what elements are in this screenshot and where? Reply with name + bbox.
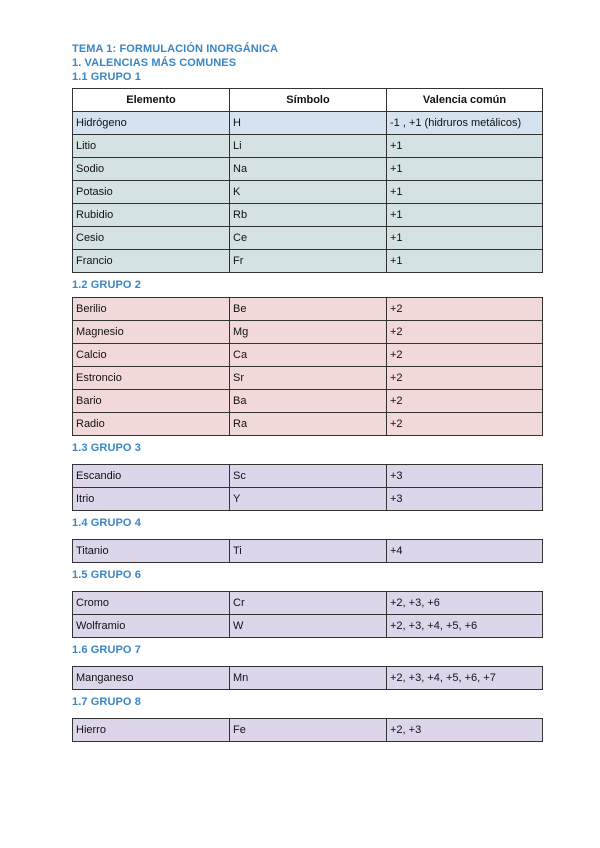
element-cell: Itrio: [73, 488, 230, 511]
document-page: [72, 42, 542, 742]
valence-cell: +2: [387, 390, 543, 413]
section-title: 1. VALENCIAS MÁS COMUNES: [72, 57, 237, 69]
element-cell: Calcio: [73, 344, 230, 367]
element-cell: Cromo: [73, 592, 230, 615]
group-8-table: [72, 718, 543, 742]
valence-cell: -1 , +1 (hidruros metálicos): [387, 112, 543, 135]
group-heading: 1.5 GRUPO 6: [72, 569, 141, 581]
table-row: [73, 344, 543, 367]
symbol-cell: Ce: [230, 227, 387, 250]
symbol-cell: Ba: [230, 390, 387, 413]
table-row: [73, 390, 543, 413]
header-valencia: Valencia común: [387, 89, 543, 112]
table-row: [73, 413, 543, 436]
group-heading: 1.1 GRUPO 1: [72, 71, 141, 83]
symbol-cell: H: [230, 112, 387, 135]
table-row: [73, 321, 543, 344]
element-cell: Escandio: [73, 465, 230, 488]
element-cell: Magnesio: [73, 321, 230, 344]
header-simbolo: Símbolo: [230, 89, 387, 112]
valence-cell: +1: [387, 158, 543, 181]
element-cell: Estroncio: [73, 367, 230, 390]
group-heading: 1.7 GRUPO 8: [72, 696, 141, 708]
valence-cell: +1: [387, 135, 543, 158]
element-cell: Titanio: [73, 540, 230, 563]
table-row: [73, 204, 543, 227]
valence-cell: +2, +3, +4, +5, +6, +7: [387, 667, 543, 690]
symbol-cell: Fr: [230, 250, 387, 273]
symbol-cell: Fe: [230, 719, 387, 742]
valence-cell: +1: [387, 181, 543, 204]
table-row: [73, 227, 543, 250]
valence-cell: +2: [387, 344, 543, 367]
element-cell: Radio: [73, 413, 230, 436]
symbol-cell: Mg: [230, 321, 387, 344]
table-row: [73, 367, 543, 390]
group-heading: 1.3 GRUPO 3: [72, 442, 141, 454]
table-row: [73, 135, 543, 158]
element-cell: Rubidio: [73, 204, 230, 227]
valence-cell: +1: [387, 250, 543, 273]
symbol-cell: Cr: [230, 592, 387, 615]
valence-cell: +2: [387, 298, 543, 321]
valence-cell: +2: [387, 321, 543, 344]
group-6-table: [72, 591, 543, 638]
valence-cell: +2, +3: [387, 719, 543, 742]
symbol-cell: Sc: [230, 465, 387, 488]
table-row: [73, 592, 543, 615]
table-row: [73, 488, 543, 511]
valence-cell: +2: [387, 367, 543, 390]
symbol-cell: Na: [230, 158, 387, 181]
element-cell: Wolframio: [73, 615, 230, 638]
table-row: [73, 719, 543, 742]
element-cell: Manganeso: [73, 667, 230, 690]
element-cell: Potasio: [73, 181, 230, 204]
element-cell: Hidrógeno: [73, 112, 230, 135]
table-row: [73, 615, 543, 638]
valence-cell: +1: [387, 204, 543, 227]
element-cell: Sodio: [73, 158, 230, 181]
valence-cell: +2, +3, +6: [387, 592, 543, 615]
group-heading: 1.4 GRUPO 4: [72, 517, 141, 529]
header-elemento: Elemento: [73, 89, 230, 112]
valence-cell: +2, +3, +4, +5, +6: [387, 615, 543, 638]
group-7-table: [72, 666, 543, 690]
table-row: [73, 158, 543, 181]
group-heading: 1.6 GRUPO 7: [72, 644, 141, 656]
element-cell: Francio: [73, 250, 230, 273]
valence-cell: +2: [387, 413, 543, 436]
valence-cell: +3: [387, 488, 543, 511]
symbol-cell: Y: [230, 488, 387, 511]
table-row: [73, 112, 543, 135]
table-row: [73, 250, 543, 273]
symbol-cell: K: [230, 181, 387, 204]
element-cell: Cesio: [73, 227, 230, 250]
table-row: [73, 181, 543, 204]
valence-cell: +4: [387, 540, 543, 563]
symbol-cell: Ra: [230, 413, 387, 436]
group-4-table: [72, 539, 543, 563]
table-header-row: [73, 89, 543, 112]
table-row: [73, 465, 543, 488]
symbol-cell: Mn: [230, 667, 387, 690]
symbol-cell: Sr: [230, 367, 387, 390]
table-row: [73, 298, 543, 321]
valence-cell: +1: [387, 227, 543, 250]
element-cell: Hierro: [73, 719, 230, 742]
symbol-cell: Rb: [230, 204, 387, 227]
table-row: [73, 667, 543, 690]
element-cell: Berilio: [73, 298, 230, 321]
table-row: [73, 540, 543, 563]
group-2-table: [72, 297, 543, 436]
symbol-cell: Ca: [230, 344, 387, 367]
valence-cell: +3: [387, 465, 543, 488]
symbol-cell: Li: [230, 135, 387, 158]
element-cell: Bario: [73, 390, 230, 413]
element-cell: Litio: [73, 135, 230, 158]
group-heading: 1.2 GRUPO 2: [72, 279, 141, 291]
group-1-table: [72, 88, 543, 273]
symbol-cell: W: [230, 615, 387, 638]
group-3-table: [72, 464, 543, 511]
doc-title: TEMA 1: FORMULACIÓN INORGÁNICA: [72, 43, 279, 55]
symbol-cell: Be: [230, 298, 387, 321]
symbol-cell: Ti: [230, 540, 387, 563]
